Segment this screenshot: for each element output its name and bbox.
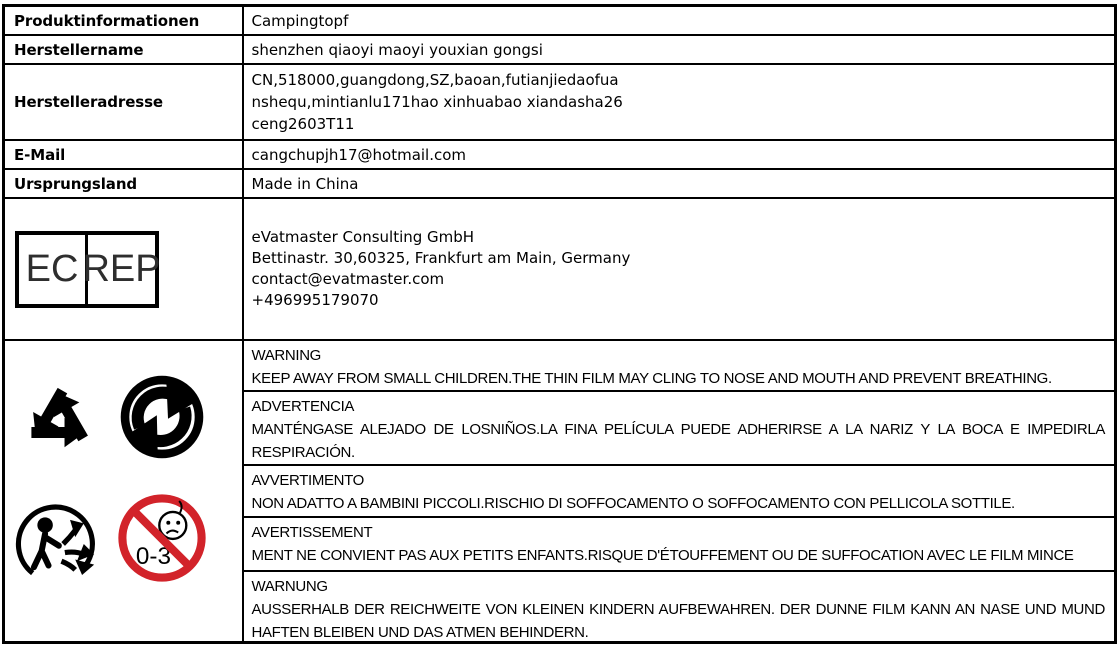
- warning-title: WARNUNG: [251, 578, 328, 595]
- age-warning-0-3-icon: [117, 493, 207, 583]
- warning-title: ADVERTENCIA: [251, 398, 355, 415]
- table-row: [4, 198, 1116, 340]
- table-row: [4, 340, 1116, 643]
- ec-rep-logo-cell: [4, 198, 243, 340]
- warning-body: NON ADATTO A BAMBINI PICCOLI.RISCHIO DI SOFFOCAMENTO O SOFFOCAMENTO CON PELLICOLA SOTTILE.: [251, 495, 1015, 512]
- ec-rep-address: Bettinastr. 30,60325, Frankfurt am Main, Germany: [251, 249, 631, 267]
- warning-title: WARNING: [251, 347, 321, 364]
- warning-block-de: [244, 572, 1115, 641]
- green-dot-icon: [119, 374, 205, 460]
- warning-block-it: [244, 466, 1115, 518]
- age-warning-label: 0-3: [135, 543, 172, 571]
- row-value-email: cangchupjh17@hotmail.com: [243, 140, 1116, 169]
- ec-rep-company: eVatmaster Consulting GmbH: [251, 228, 475, 246]
- warning-body: MENT NE CONVIENT PAS AUX PETITS ENFANTS.RISQUE D'ÉTOUFFEMENT OU DE SUFFOCATION AVEC LE FILM MINCE: [251, 547, 1074, 564]
- triman-icon: [15, 501, 101, 587]
- row-value-origin: Made in China: [243, 169, 1116, 198]
- warning-block-en: [244, 341, 1115, 392]
- address-line: CN,518000,guangdong,SZ,baoan,futianjiedaofua: [251, 71, 619, 89]
- row-label-email: E-Mail: [4, 140, 243, 169]
- warning-body: MANTÉNGASE ALEJADO DE LOSNIÑOS.LA FINA PELÍCULA PUEDE ADHERIRSE A LA NARIZ Y LA BOCA E IMPEDIRLA RESPIRACIÓN.: [251, 421, 1105, 461]
- product-information-label: [2, 4, 1117, 644]
- address-line: ceng2603T11: [251, 115, 355, 133]
- ec-rep-contact-cell: [243, 198, 1116, 340]
- row-label-produktinformationen: Produktinformationen: [4, 6, 243, 36]
- address-line: nshequ,mintianlu171hao xinhuabao xiandasha26: [251, 93, 623, 111]
- table-row: [4, 6, 1116, 36]
- table-row: [4, 64, 1116, 140]
- ec-rep-icon-ec: EC: [25, 247, 79, 290]
- row-label-herstellername: Herstellername: [4, 35, 243, 64]
- warning-body: AUSSERHALB DER REICHWEITE VON KLEINEN KINDERN AUFBEWAHREN. DER DUNNE FILM KANN AN NASE UND MUND HAFTEN BLEIBEN UND DAS ATMEN BEHINDERN.: [251, 601, 1105, 641]
- ec-rep-phone: +496995179070: [251, 291, 379, 309]
- row-label-herstelleradresse: Herstelleradresse: [4, 64, 243, 140]
- row-value-manufacturer-name: shenzhen qiaoyi maoyi youxian gongsi: [243, 35, 1116, 64]
- recycling-mobius-icon: [13, 369, 105, 461]
- warning-title: AVERTISSEMENT: [251, 524, 373, 541]
- warning-block-fr: [244, 518, 1115, 572]
- warning-title: AVVERTIMENTO: [251, 472, 364, 489]
- warning-body: KEEP AWAY FROM SMALL CHILDREN.THE THIN FILM MAY CLING TO NOSE AND MOUTH AND PREVENT BREATHING.: [251, 370, 1052, 387]
- warnings-cell: [243, 340, 1116, 643]
- row-value-manufacturer-address: [243, 64, 1116, 140]
- table-row: [4, 169, 1116, 198]
- product-info-table: [2, 4, 1117, 644]
- row-value-product: Campingtopf: [243, 6, 1116, 36]
- row-label-ursprungsland: Ursprungsland: [4, 169, 243, 198]
- table-row: [4, 35, 1116, 64]
- table-row: [4, 140, 1116, 169]
- compliance-icons-cell: [4, 340, 243, 643]
- warning-block-es: [244, 392, 1115, 466]
- ec-rep-icon: [15, 231, 159, 308]
- ec-rep-icon-rep: REP: [85, 235, 155, 304]
- ec-rep-email: contact@evatmaster.com: [251, 270, 445, 288]
